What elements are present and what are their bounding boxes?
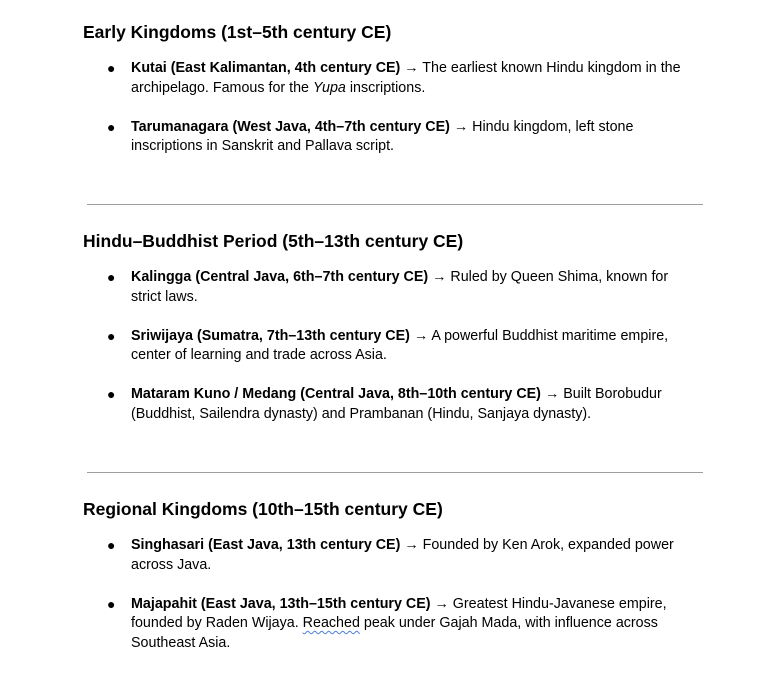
bullet-icon: ● xyxy=(107,327,116,344)
item-title: Kalingga (Central Java, 6th–7th century CE) xyxy=(131,269,429,285)
item-description: Founded by Ken Arok, expanded power across Java. xyxy=(131,537,674,573)
list-item-kalingga xyxy=(83,268,701,307)
section-regional-kingdoms xyxy=(83,498,713,673)
section-heading: Early Kingdoms (1st–5th century CE) xyxy=(83,22,392,42)
item-description: Hindu kingdom, left stone inscriptions in Sanskrit and Pallava script. xyxy=(131,118,634,154)
kingdom-list xyxy=(83,536,713,653)
list-item-mataram xyxy=(83,385,701,424)
item-title: Singhasari (East Java, 13th century CE) xyxy=(131,537,401,553)
list-item-majapahit xyxy=(83,595,701,654)
arrow-icon: → xyxy=(453,118,469,135)
bullet-icon: ● xyxy=(107,269,116,285)
item-description: Ruled by Queen Shima, known for strict laws. xyxy=(131,269,669,305)
horizontal-divider xyxy=(87,204,703,205)
item-description: Built Borobudur (Buddhist, Sailendra dynasty) and Prambanan (Hindu, Sanjaya dynasty). xyxy=(131,386,662,422)
section-early-kingdoms xyxy=(83,21,713,176)
item-title: Majapahit (East Java, 13th–15th century CE) xyxy=(131,595,431,612)
section-heading: Hindu–Buddhist Period (5th–13th century CE) xyxy=(83,231,464,251)
kingdom-list xyxy=(83,59,713,157)
arrow-icon: → xyxy=(544,386,560,402)
arrow-icon: → xyxy=(404,537,419,553)
item-title: Sriwijaya (Sumatra, 7th–13th century CE) xyxy=(131,327,410,344)
section-hindu-buddhist xyxy=(83,230,713,444)
bullet-icon: ● xyxy=(107,118,116,135)
item-description: Greatest Hindu-Javanese empire, founded by Raden Wijaya. xyxy=(131,595,667,631)
italic-term: Yupa xyxy=(313,79,346,96)
item-description-end: inscriptions. xyxy=(345,79,426,96)
bullet-icon: ● xyxy=(107,60,116,76)
list-item-sriwijaya xyxy=(83,327,701,366)
item-title: Kutai (East Kalimantan, 4th century CE) xyxy=(131,60,401,76)
section-heading: Regional Kingdoms (10th–15th century CE) xyxy=(83,499,443,519)
arrow-icon: → xyxy=(413,327,429,344)
item-description: The earliest known Hindu kingdom in the archipelago. Famous for the xyxy=(131,60,681,96)
spellcheck-flagged-word[interactable]: Reached xyxy=(302,615,360,631)
kingdom-list xyxy=(83,268,713,424)
list-item-kutai xyxy=(83,59,701,98)
horizontal-divider xyxy=(87,472,703,473)
item-title: Tarumanagara (West Java, 4th–7th century CE) xyxy=(131,118,450,135)
list-item-singhasari xyxy=(83,536,701,575)
item-description-end: peak under Gajah Mada, with influence across Southeast Asia. xyxy=(131,615,658,651)
bullet-icon: ● xyxy=(107,386,116,402)
item-description: A powerful Buddhist maritime empire, center of learning and trade across Asia. xyxy=(131,327,669,363)
arrow-icon: → xyxy=(434,595,449,612)
bullet-icon: ● xyxy=(107,537,116,553)
list-item-tarumanagara xyxy=(83,118,701,157)
arrow-icon: → xyxy=(432,269,447,285)
bullet-icon: ● xyxy=(107,595,116,612)
item-title: Mataram Kuno / Medang (Central Java, 8th–10th century CE) xyxy=(131,386,541,402)
arrow-icon: → xyxy=(404,60,419,76)
